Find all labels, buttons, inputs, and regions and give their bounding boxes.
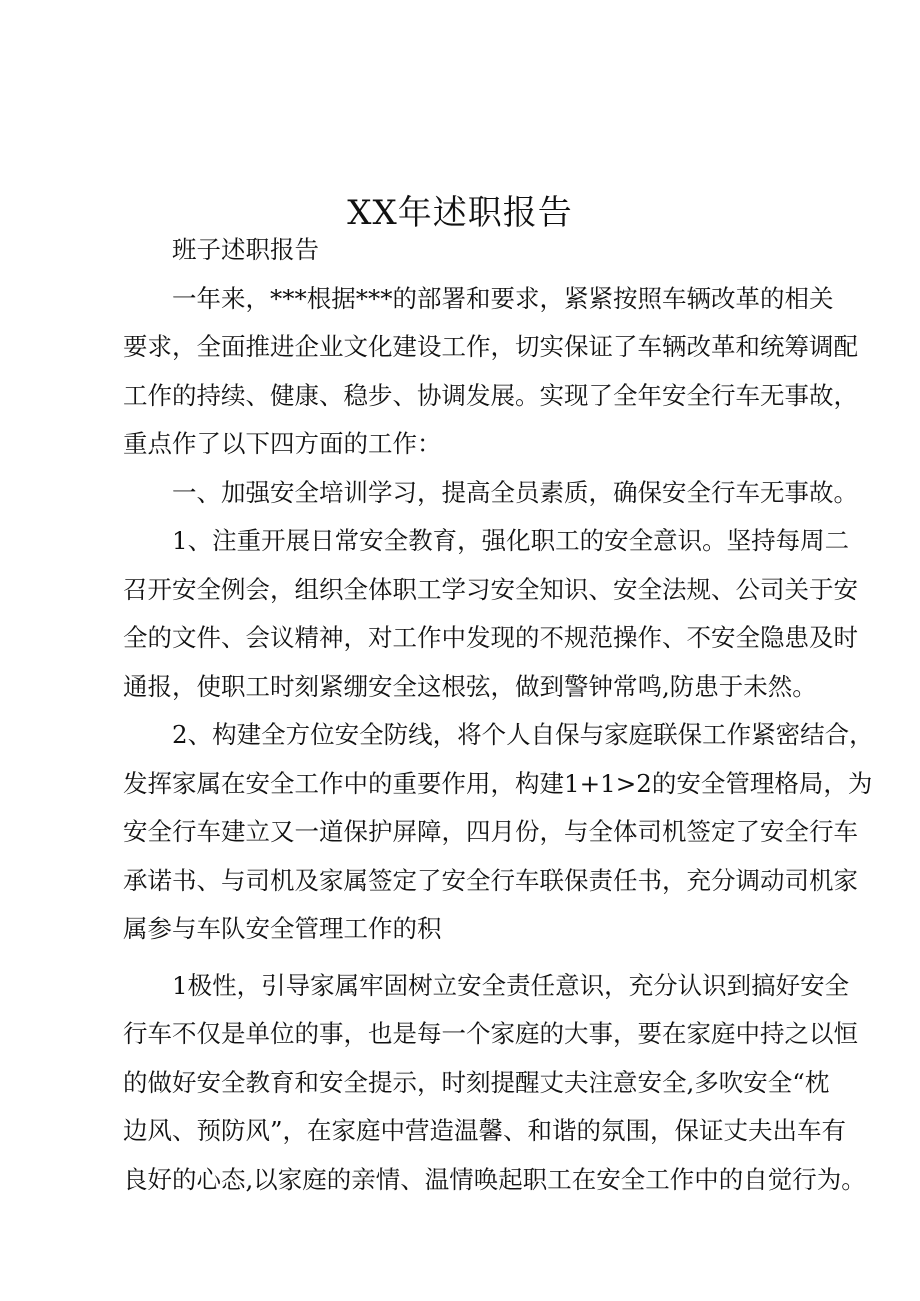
text-line: 一年来，***根据***的部署和要求，紧紧按照车辆改革的相关 bbox=[172, 283, 834, 313]
paragraph-item-2 bbox=[123, 711, 874, 954]
text-line: 1极性，引导家属牢固树立安全责任意识，充分认识到搞好安全 bbox=[172, 970, 850, 1000]
text-line: 属参与车队安全管理工作的积 bbox=[123, 914, 442, 943]
text-line: 2、构建全方位安全防线，将个人自保与家庭联保工作紧密结合， bbox=[172, 720, 874, 749]
document-title: XX年述职报告 bbox=[347, 192, 573, 233]
paragraph-continuation bbox=[123, 962, 866, 1205]
subtitle bbox=[123, 226, 813, 275]
text-line: 一、加强安全培训学习，提高全员素质，确保安全行车无事故。 bbox=[172, 477, 858, 507]
text-line: 发挥家属在安全工作中的重要作用，构建1+1>2的安全管理格局，为 bbox=[123, 768, 873, 798]
text-line: 全的文件、会议精神，对工作中发现的不规范操作、不安全隐患及时 bbox=[123, 623, 858, 652]
text-line: 承诺书、与司机及家属签定了安全行车联保责任书，充分调动司机家 bbox=[123, 865, 858, 895]
text-line: 良好的心态,以家庭的亲情、温情唤起职工在安全工作中的自觉行为。 bbox=[123, 1164, 866, 1194]
text-line: 要求，全面推进企业文化建设工作，切实保证了车辆改革和统筹调配 bbox=[123, 332, 858, 361]
text-line: 工作的持续、健康、稳步、协调发展。实现了全年安全行车无事故， bbox=[123, 380, 858, 410]
text-line: 的做好安全教育和安全提示，时刻提醒丈夫注意安全,多吹安全“枕 bbox=[123, 1067, 830, 1097]
text-line: 通报，使职工时刻紧绷安全这根弦，做到警钟常鸣,防患于未然。 bbox=[123, 671, 817, 701]
text-line: 召开安全例会，组织全体职工学习安全知识、安全法规、公司关于安 bbox=[123, 574, 858, 604]
text-line: 边风、预防风”，在家庭中营造温馨、和谐的氛围，保证丈夫出车有 bbox=[123, 1116, 847, 1145]
paragraph-intro bbox=[123, 275, 858, 469]
text-line: 安全行车建立又一道保护屏障，四月份，与全体司机签定了安全行车 bbox=[123, 817, 858, 846]
text-line: 行车不仅是单位的事，也是每一个家庭的大事，要在家庭中持之以恒 bbox=[123, 1019, 858, 1048]
document-body bbox=[123, 226, 874, 1204]
text-line: 重点作了以下四方面的工作： bbox=[123, 429, 442, 458]
paragraph-item-1 bbox=[123, 517, 858, 711]
text-line: 1、注重开展日常安全教育，强化职工的安全意识。坚持每周二 bbox=[172, 526, 850, 555]
subtitle-text: 班子述职报告 bbox=[172, 235, 319, 264]
section-heading-1 bbox=[123, 469, 858, 518]
